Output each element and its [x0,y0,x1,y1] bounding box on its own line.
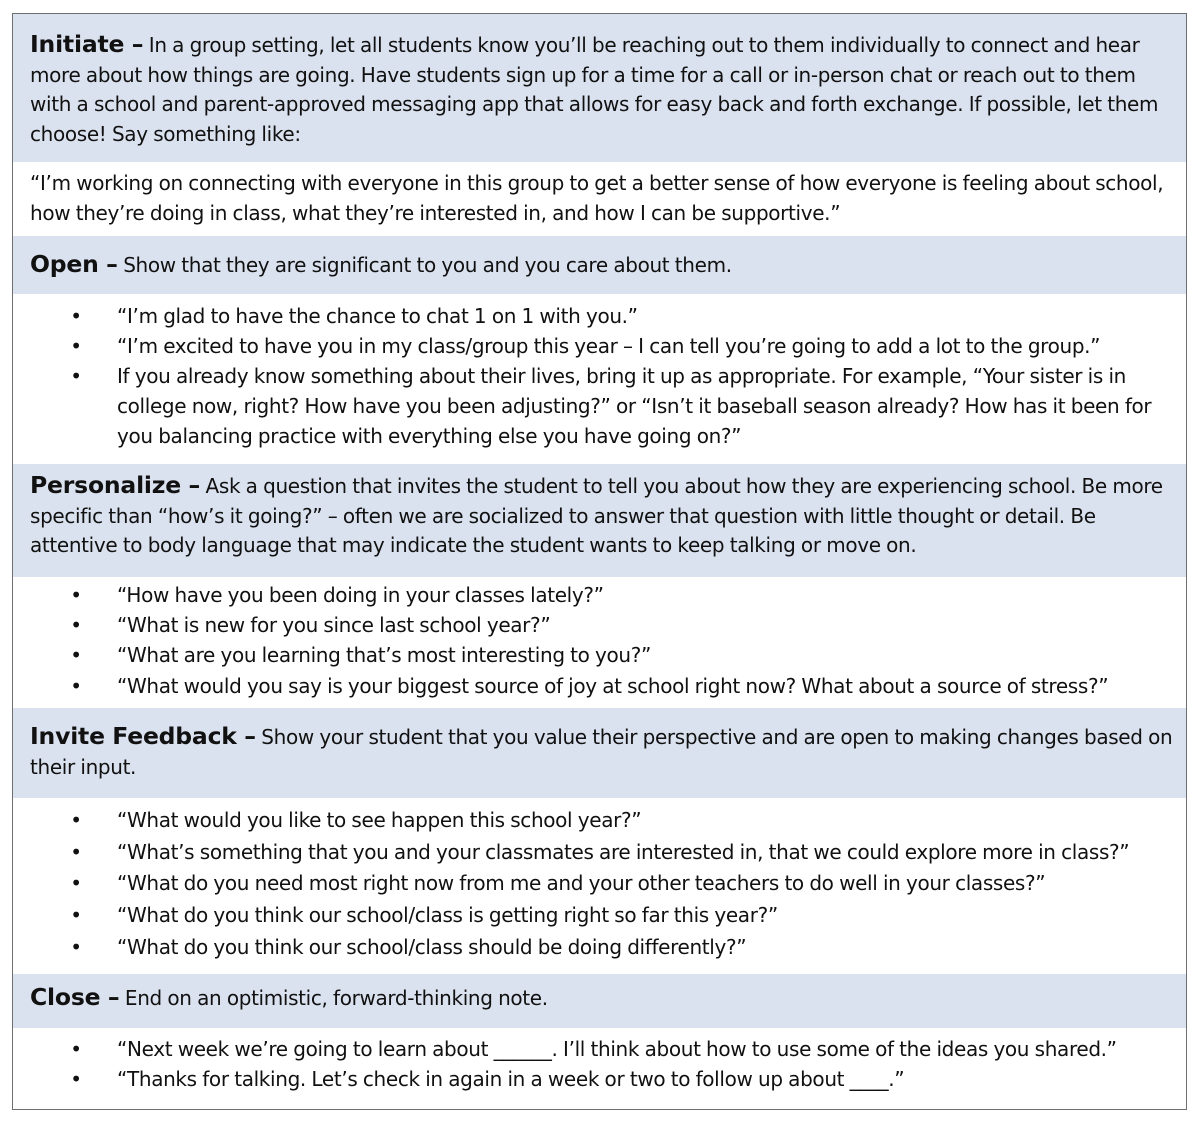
close-heading: Close – [30,983,120,1011]
bullet-icon: • [70,935,82,959]
bullet-icon: • [70,674,82,698]
personalize-bullet-text: “What would you say is your biggest source of joy at school right now? What about a source of stress?” [117,674,1109,698]
document-frame [12,13,1187,1110]
invite-feedback-paragraph [30,722,1180,782]
open-paragraph [30,250,1180,281]
personalize-bullet-text: “What is new for you since last school year?” [117,613,551,637]
bullet-icon: • [70,808,82,832]
initiate-quote: “I’m working on connecting with everyone in this group to get a better sense of how everyone is feeling about school, how they’re doing in class, what they’re interested in, and how I can be supportive.” [30,171,1164,225]
invite-feedback-heading: Invite Feedback – [30,722,256,750]
personalize-paragraph [30,471,1180,561]
close-bullet-text: “Thanks for talking. Let’s check in again in a week or two to follow up about ____.” [117,1067,905,1091]
personalize-description: Ask a question that invites the student to tell you about how they are experiencing school. Be more specific than “how’s it going?” – often we are socialized to answer that question with little thought or detail. Be attentive to body language that may indicate the student wants to keep talking or move on. [30,474,1163,558]
invite-feedback-bullet-text: “What do you need most right now from me and your other teachers to do well in your classes?” [117,871,1046,895]
personalize-bullet-text: “How have you been doing in your classes lately?” [117,583,604,607]
bullet-icon: • [70,1067,82,1091]
bullet-icon: • [70,871,82,895]
open-description: Show that they are significant to you and you care about them. [117,253,732,277]
bullet-icon: • [70,903,82,927]
close-description: End on an optimistic, forward-thinking note. [119,986,548,1010]
open-heading: Open – [30,250,118,278]
initiate-heading: Initiate – [30,30,144,58]
invite-feedback-bullet-text: “What do you think our school/class is getting right so far this year?” [117,903,778,927]
initiate-description: In a group setting, let all students know you’ll be reaching out to them individually to connect and hear more about how things are going. Have students sign up for a time for a call or in-person chat or reach out to them with a school and parent-approved messaging app that allows for easy back and forth exchange. If possible, let them choose! Say something like: [30,33,1159,146]
bullet-icon: • [70,583,82,607]
bullet-icon: • [70,1037,82,1061]
bullet-icon: • [70,364,82,388]
bullet-icon: • [70,304,82,328]
bullet-icon: • [70,643,82,667]
personalize-heading: Personalize – [30,471,201,499]
open-bullet-text: “I’m excited to have you in my class/group this year – I can tell you’re going to add a lot to the group.” [117,334,1101,358]
open-bullet-text: “I’m glad to have the chance to chat 1 on 1 with you.” [117,304,638,328]
invite-feedback-bullet-text: “What would you like to see happen this school year?” [117,808,642,832]
bullet-icon: • [70,334,82,358]
invite-feedback-bullet-text: “What’s something that you and your classmates are interested in, that we could explore more in class?” [117,840,1130,864]
open-bullet-text: If you already know something about their lives, bring it up as appropriate. For example, “Your sister is in college now, right? How have you been adjusting?” or “Isn’t it baseball season already? How has it been for you balancing practice with everything else you have going on?” [117,364,1152,448]
bullet-icon: • [70,840,82,864]
invite-feedback-bullet-text: “What do you think our school/class should be doing differently?” [117,935,747,959]
bullet-icon: • [70,613,82,637]
personalize-bullet-text: “What are you learning that’s most interesting to you?” [117,643,652,667]
invite-feedback-description: Show your student that you value their perspective and are open to making changes based on their input. [30,725,1173,779]
close-bullet-text: “Next week we’re going to learn about ______. I’ll think about how to use some of the ideas you shared.” [117,1037,1117,1061]
close-paragraph [30,983,1180,1014]
initiate-paragraph [30,30,1180,149]
